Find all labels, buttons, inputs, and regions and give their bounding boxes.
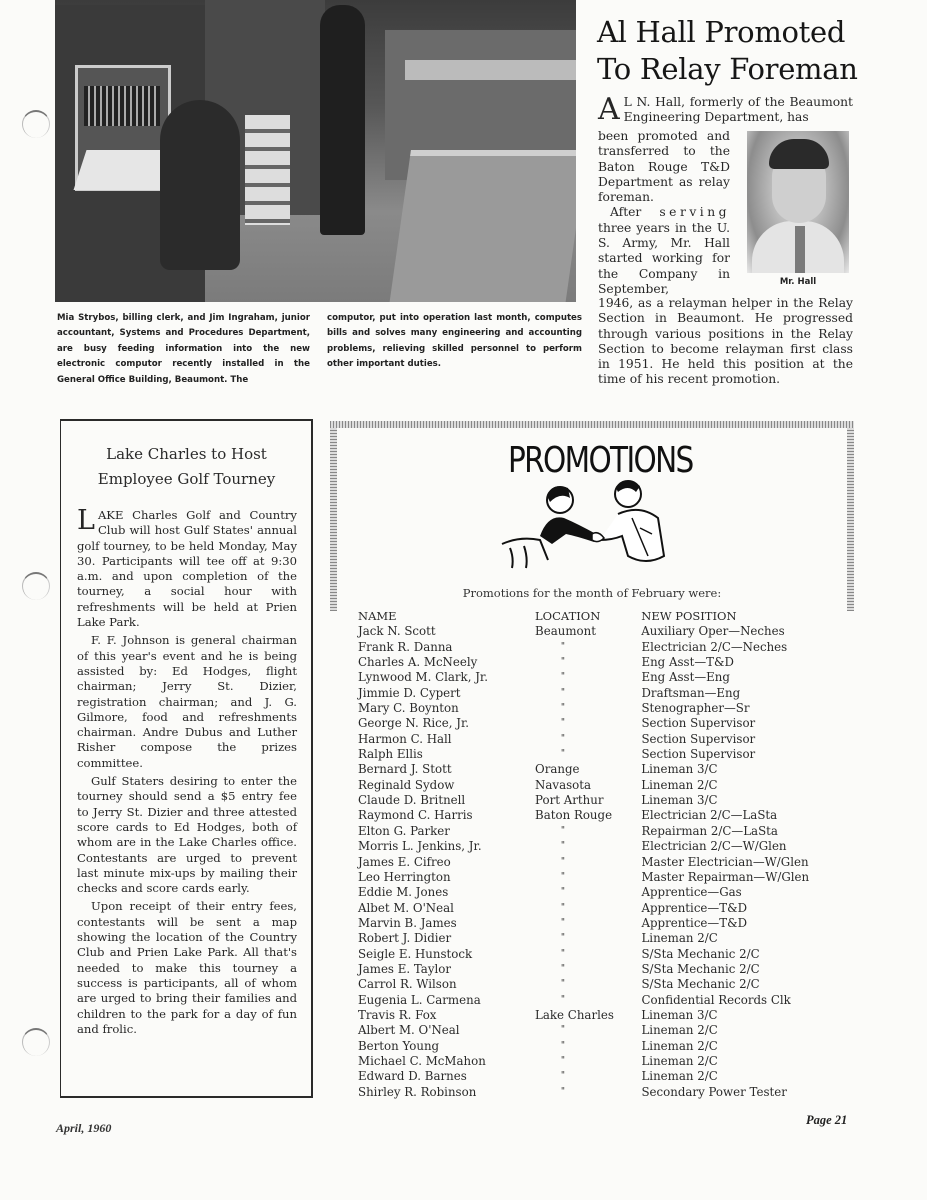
- cell-position: S/Sta Mechanic 2/C: [641, 946, 760, 961]
- cell-location: ": [560, 749, 566, 760]
- cell-position: Lineman 2/C: [641, 931, 718, 946]
- cell-name: Eugenia L. Carmena: [358, 992, 481, 1007]
- cell-name: Berton Young: [358, 1038, 440, 1053]
- header-name: NAME: [358, 609, 397, 623]
- table-header-row: [358, 609, 838, 624]
- table-row: [358, 824, 838, 839]
- cell-name: Charles A. McNeely: [358, 655, 478, 670]
- table-row: [358, 778, 838, 793]
- table-row: [358, 870, 838, 885]
- cell-position: Lineman 2/C: [641, 1023, 718, 1038]
- cell-name: Seigle E. Hunstock: [358, 946, 473, 961]
- table-row: [358, 793, 838, 808]
- cell-position: Master Repairman—W/Glen: [641, 869, 810, 884]
- cell-location: Orange: [535, 762, 580, 777]
- table-row: [358, 962, 838, 977]
- cell-position: Section Supervisor: [641, 716, 756, 731]
- cell-name: Jimmie D. Cypert: [358, 685, 461, 700]
- cell-location: Beaumont: [535, 624, 596, 639]
- table-row: [358, 716, 838, 731]
- cell-position: Lineman 2/C: [641, 1038, 718, 1053]
- cell-name: Marvin B. James: [358, 915, 457, 930]
- paragraph: [598, 205, 730, 297]
- cell-location: ": [560, 1025, 566, 1036]
- cell-location: ": [560, 948, 566, 959]
- table-row: [358, 1054, 838, 1069]
- hole-punch-icon: [22, 110, 50, 138]
- cell-name: Edward D. Barnes: [358, 1069, 467, 1084]
- cell-name: Eddie M. Jones: [358, 885, 449, 900]
- table-row: [358, 670, 838, 685]
- title-line: Lake Charles to Host: [106, 445, 267, 463]
- promotions-rows: [358, 624, 838, 1100]
- table-row: [358, 747, 838, 762]
- cell-name: Harmon C. Hall: [358, 731, 452, 746]
- promotions-table: [358, 609, 838, 1100]
- cell-location: ": [560, 703, 566, 714]
- cell-name: Reginald Sydow: [358, 777, 455, 792]
- portrait-caption: Mr. Hall: [779, 277, 817, 287]
- cell-name: George N. Rice, Jr.: [358, 716, 470, 731]
- page-number: Page 21: [806, 1113, 848, 1127]
- cell-name: Carrol R. Wilson: [358, 977, 457, 992]
- cell-location: ": [560, 871, 566, 882]
- hole-punch-icon: [22, 1028, 50, 1056]
- cell-name: Claude D. Britnell: [358, 793, 466, 808]
- cell-location: ": [560, 672, 566, 683]
- hall-article-rest: 1946, as a relayman helper in the Relay Section in Beaumont. He progressed through various positions in the Relay Section to become relayman first class in 1951. He held this position at the time of his recent promotion.: [598, 296, 853, 387]
- table-row: [358, 808, 838, 823]
- cell-name: Michael C. McMahon: [358, 1053, 486, 1068]
- cell-position: Apprentice—Gas: [641, 885, 742, 900]
- hole-punch-icon: [22, 572, 50, 600]
- cell-name: Frank R. Danna: [358, 639, 453, 654]
- table-row: [358, 977, 838, 992]
- cell-position: Apprentice—T&D: [641, 900, 748, 915]
- cell-position: Lineman 2/C: [641, 1069, 718, 1084]
- paragraph: been promoted and transferred to the Baton Rouge T&D Department as relay foreman.: [598, 129, 730, 205]
- cell-position: Lineman 3/C: [641, 793, 718, 808]
- hall-article-lead: [598, 92, 853, 127]
- table-row: [358, 839, 838, 854]
- text: After: [610, 205, 660, 220]
- computer-room-photo: [55, 0, 576, 302]
- cell-location: ": [560, 733, 566, 744]
- table-row: [358, 993, 838, 1008]
- cell-location: ": [560, 979, 566, 990]
- cell-location: ": [560, 687, 566, 698]
- cell-location: Navasota: [535, 777, 592, 792]
- header-position: NEW POSITION: [641, 609, 737, 623]
- table-row: [358, 1085, 838, 1100]
- cell-position: Draftsman—Eng: [641, 685, 741, 700]
- cell-position: Electrician 2/C—LaSta: [641, 808, 778, 823]
- cell-name: Leo Herrington: [358, 869, 451, 884]
- cell-name: Elton G. Parker: [358, 823, 450, 838]
- title-line: Employee Golf Tourney: [97, 470, 276, 488]
- table-row: [358, 1023, 838, 1038]
- promotions-logo: PROMOTIONS: [508, 440, 693, 481]
- cell-location: ": [560, 887, 566, 898]
- cell-location: ": [560, 1055, 566, 1066]
- hall-article-column: [598, 129, 730, 297]
- text: three years in the U. S. Army, Mr. Hall started working for the Company in September,: [598, 220, 730, 296]
- text: serving: [659, 205, 730, 220]
- drop-cap: A: [598, 92, 620, 127]
- photo-caption-col2: computor, put into operation last month, computes bills and solves many engineering and accounting problems, relieving skilled personnel to perform other important duties.: [327, 313, 582, 370]
- cell-name: Mary C. Boynton: [358, 701, 459, 716]
- paragraph: Gulf Staters desiring to enter the tourney should send a $5 entry fee to Jerry St. Dizier and three attested score cards to Ed Hodges, both of whom are in the Lake Charles office. Contestants are urged to prevent last minute mix-ups by mailing their checks and score cards early.: [77, 774, 297, 896]
- text: AKE Charles Golf and Country Club will host Gulf States' annual golf tourney, to be held Monday, May 30. Participants will tee off at 9:30 a.m. and upon completion of the tourney, a social hour with refreshments will be held at Prien Lake Park.: [77, 508, 297, 630]
- header-location: LOCATION: [535, 609, 601, 623]
- cell-location: ": [560, 657, 566, 668]
- cell-name: Travis R. Fox: [358, 1007, 437, 1022]
- cell-location: ": [560, 825, 566, 836]
- cell-name: Ralph Ellis: [358, 747, 423, 762]
- cell-location: Baton Rouge: [535, 808, 613, 823]
- cell-name: Raymond C. Harris: [358, 808, 473, 823]
- cell-name: Morris L. Jenkins, Jr.: [358, 839, 482, 854]
- mr-hall-portrait: [747, 131, 849, 273]
- cell-name: Shirley R. Robinson: [358, 1084, 477, 1099]
- cell-location: ": [560, 902, 566, 913]
- cell-position: S/Sta Mechanic 2/C: [641, 961, 760, 976]
- cell-location: ": [560, 933, 566, 944]
- cell-position: Section Supervisor: [641, 731, 756, 746]
- table-row: [358, 624, 838, 639]
- cell-name: Lynwood M. Clark, Jr.: [358, 670, 489, 685]
- cell-position: Eng Asst—Eng: [641, 670, 730, 685]
- promotions-intro: Promotions for the month of February were:: [462, 586, 722, 600]
- cell-position: Auxiliary Oper—Neches: [641, 624, 785, 639]
- table-row: [358, 1008, 838, 1023]
- cell-location: ": [560, 917, 566, 928]
- table-row: [358, 1069, 838, 1084]
- table-row: [358, 931, 838, 946]
- cell-position: Apprentice—T&D: [641, 915, 748, 930]
- cell-location: ": [560, 856, 566, 867]
- table-row: [358, 640, 838, 655]
- drop-cap: L: [77, 505, 95, 536]
- cell-name: Jack N. Scott: [358, 624, 436, 639]
- cell-position: Secondary Power Tester: [641, 1084, 787, 1099]
- issue-date: April, 1960: [56, 1121, 112, 1135]
- cell-name: Albert M. O'Neal: [358, 1023, 460, 1038]
- table-row: [358, 762, 838, 777]
- table-row: [358, 947, 838, 962]
- cell-name: Albet M. O'Neal: [358, 900, 454, 915]
- table-row: [358, 732, 838, 747]
- cell-location: ": [560, 641, 566, 652]
- cell-position: Master Electrician—W/Glen: [641, 854, 809, 869]
- paragraph: F. F. Johnson is general chairman of this year's event and he is being assisted by: Ed Hodges, flight chairman; Jerry St. Dizier, registration chairman; and J. G. Gilmore, food and refreshments chairman. Andre Dubus and Luther Risher compose the prizes committee.: [77, 633, 297, 770]
- cell-position: Lineman 3/C: [641, 1007, 718, 1022]
- cell-position: Section Supervisor: [641, 747, 756, 762]
- photo-caption-col1: Mia Strybos, billing clerk, and Jim Ingraham, junior accountant, Systems and Procedures Department, are busy feeding information into the new electronic computor recently installed in the General Office Building, Beaumont. The: [57, 313, 310, 385]
- cell-position: Stenographer—Sr: [641, 701, 750, 716]
- golf-article-body: [77, 505, 297, 1040]
- table-row: [358, 1039, 838, 1054]
- cell-name: James E. Taylor: [358, 961, 452, 976]
- cell-location: ": [560, 841, 566, 852]
- handshake-illustration-icon: [500, 478, 690, 570]
- cell-name: James E. Cifreo: [358, 854, 451, 869]
- table-row: [358, 655, 838, 670]
- cell-location: Lake Charles: [535, 1007, 614, 1022]
- cell-position: Eng Asst—T&D: [641, 655, 734, 670]
- table-row: [358, 701, 838, 716]
- paragraph: [77, 505, 297, 630]
- cell-location: ": [560, 718, 566, 729]
- table-row: [358, 855, 838, 870]
- title-line: To Relay Foreman: [597, 52, 858, 86]
- cell-location: ": [560, 1071, 566, 1082]
- cell-location: ": [560, 1040, 566, 1051]
- cell-name: Bernard J. Stott: [358, 762, 452, 777]
- table-row: [358, 686, 838, 701]
- golf-article-title: [65, 442, 308, 492]
- cell-location: ": [560, 1086, 566, 1097]
- cell-position: Lineman 2/C: [641, 777, 718, 792]
- cell-position: Lineman 3/C: [641, 762, 718, 777]
- cell-location: Port Arthur: [535, 793, 604, 808]
- cell-position: Confidential Records Clk: [641, 992, 791, 1007]
- table-row: [358, 901, 838, 916]
- cell-position: Electrician 2/C—Neches: [641, 639, 788, 654]
- cell-location: ": [560, 994, 566, 1005]
- title-line: Al Hall Promoted: [597, 15, 846, 49]
- table-row: [358, 916, 838, 931]
- cell-position: Repairman 2/C—LaSta: [641, 823, 778, 838]
- cell-name: Robert J. Didier: [358, 931, 452, 946]
- cell-location: ": [560, 963, 566, 974]
- cell-position: Lineman 2/C: [641, 1053, 718, 1068]
- paragraph: Upon receipt of their entry fees, contestants will be sent a map showing the location of the Country Club and Prien Lake Park. All that's needed to make this tourney a success is participants, all of whom are urged to bring their families and children to the park for a day of fun and frolic.: [77, 899, 297, 1036]
- cell-position: S/Sta Mechanic 2/C: [641, 977, 760, 992]
- cell-position: Electrician 2/C—W/Glen: [641, 839, 787, 854]
- hall-article-title: [597, 14, 867, 88]
- table-row: [358, 885, 838, 900]
- lead-text: L N. Hall, formerly of the Beaumont Engineering Department, has: [623, 95, 853, 125]
